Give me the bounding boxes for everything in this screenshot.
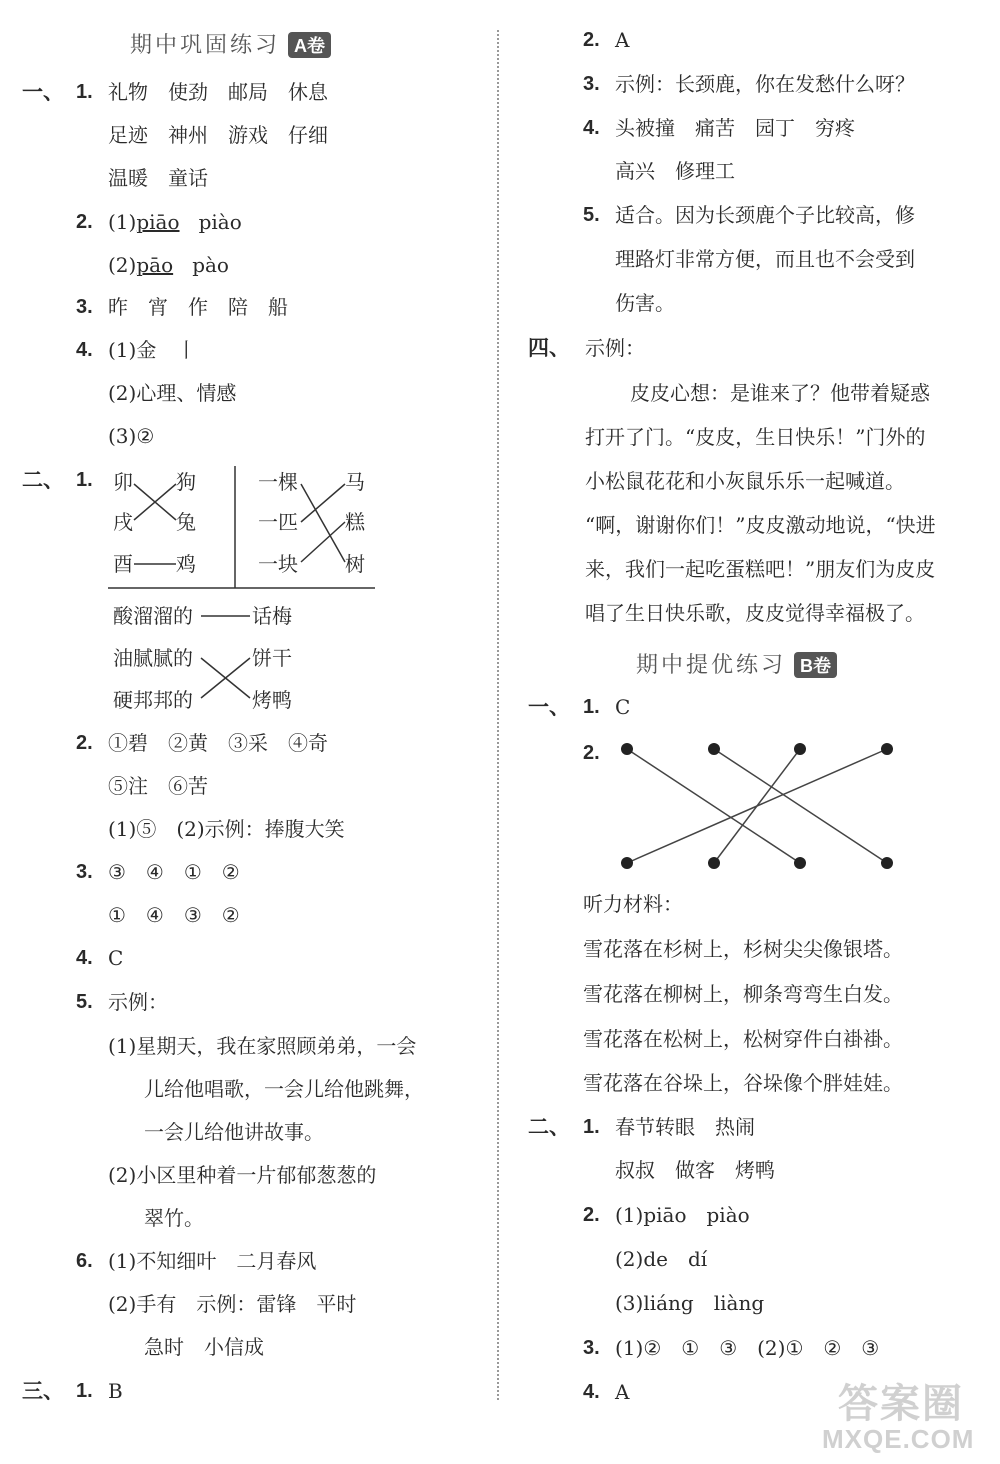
s4-line2: 打开了门。“皮皮，生日快乐！”门外的 — [585, 425, 926, 449]
q1-num: 1. — [76, 81, 93, 103]
b23-row: (1)② ① ③ (2)① ② ③ — [615, 1336, 880, 1360]
dot-top-2 — [708, 743, 720, 755]
section-3-label: 三、 — [22, 1378, 64, 1403]
dot-matching-figure — [600, 735, 910, 875]
title-b-text: 期中提优练习 — [636, 653, 787, 678]
r3-ans: 示例：长颈鹿，你在发愁什么呀？ — [615, 72, 915, 96]
match-left-l-0: 卯 — [113, 470, 133, 494]
p5-line4: (2)小区里种着一片郁郁葱葱的 — [108, 1163, 377, 1187]
p2-row3: (1)⑤ (2)示例：捧腹大笑 — [108, 817, 345, 841]
b-section-1-label: 一、 — [528, 694, 570, 719]
p6-num: 6. — [76, 1250, 93, 1272]
s3-ans: B — [108, 1379, 123, 1403]
r5-line2: 理路灯非常方便，而且也不会受到 — [615, 247, 915, 271]
dot-top-4 — [881, 743, 893, 755]
p5-head: 示例： — [108, 990, 168, 1014]
match-line — [301, 484, 345, 522]
listen-line2: 雪花落在柳树上，柳条弯弯生白发。 — [583, 982, 903, 1006]
match-b-l-2: 硬邦邦的 — [113, 688, 193, 712]
q4-num: 4. — [76, 339, 93, 361]
r4-row1: 头被撞 痛苦 园丁 穷疼 — [615, 116, 855, 140]
p2-row2: ⑤注 ⑥苦 — [108, 774, 208, 798]
listen-line3: 雪花落在松树上，松树穿件白褂褂。 — [583, 1027, 903, 1051]
watermark-logo: 答案圈 — [838, 1382, 964, 1426]
p5-line2: 儿给他唱歌，一会儿给他跳舞， — [144, 1077, 424, 1101]
badge-a: A卷 — [288, 32, 331, 58]
q2-row2-prefix: (2) — [108, 253, 137, 277]
section-4-label: 四、 — [528, 335, 570, 360]
match-left-r-1: 兔 — [176, 510, 196, 534]
dot-line — [714, 749, 887, 863]
match-right-r-2: 树 — [345, 552, 365, 576]
match-right-r-0: 马 — [345, 470, 365, 494]
s4-line4: “啊，谢谢你们！”皮皮激动地说，“快进 — [585, 513, 936, 537]
b2-num: 2. — [583, 742, 600, 764]
title-a-text: 期中巩固练习 — [130, 33, 281, 58]
s4-line1: 皮皮心想：是谁来了？他带着疑惑 — [630, 381, 930, 405]
q3-num: 3. — [76, 296, 93, 318]
r3-num: 3. — [583, 73, 600, 95]
section-2-label: 二、 — [22, 467, 64, 492]
q4-row2: (2)心理、情感 — [108, 381, 237, 405]
q2-row1-underlined: piāo — [136, 210, 180, 234]
q3-row: 昨 宵 作 陪 船 — [108, 295, 288, 319]
b23-num: 3. — [583, 1337, 600, 1359]
b1-ans: C — [615, 695, 631, 719]
b1-num: 1. — [583, 696, 600, 718]
dot-bottom-4 — [881, 857, 893, 869]
match-left-l-2: 酉 — [113, 552, 133, 576]
p4-ans: C — [108, 946, 124, 970]
q1-row2: 足迹 神州 游戏 仔细 — [108, 123, 328, 147]
match-right-l-2: 一块 — [258, 552, 298, 576]
dot-bottom-2 — [708, 857, 720, 869]
match-b-r-1: 饼干 — [252, 646, 292, 670]
section-1-label: 一、 — [22, 79, 64, 104]
dot-bottom-1 — [621, 857, 633, 869]
badge-b: B卷 — [794, 652, 837, 678]
match-line — [301, 522, 345, 562]
b22-row2: (2)de dí — [615, 1247, 708, 1271]
r4-num: 4. — [583, 117, 600, 139]
p3-row2: ① ④ ③ ② — [108, 903, 240, 927]
match-left-r-0: 狗 — [176, 470, 196, 494]
watermark-url: MXQE.COM — [822, 1424, 975, 1454]
match-lines — [0, 0, 500, 720]
q2-row1-alt: piào — [198, 210, 242, 234]
p3-num: 3. — [76, 861, 93, 883]
p2-num: 2. — [76, 732, 93, 754]
p2-row1: ①碧 ②黄 ③采 ④奇 — [108, 731, 328, 755]
listen-head: 听力材料： — [583, 892, 683, 916]
s4-line5: 来，我们一起吃蛋糕吧！”朋友们为皮皮 — [585, 557, 936, 581]
b22-row1: (1)piāo piào — [615, 1203, 750, 1227]
q1-row3: 温暖 童话 — [108, 166, 208, 190]
r5-line1: 适合。因为长颈鹿个子比较高，修 — [615, 203, 915, 227]
p5-line3: 一会儿给他讲故事。 — [144, 1120, 324, 1144]
p3-row1: ③ ④ ① ② — [108, 860, 240, 884]
dot-top-1 — [621, 743, 633, 755]
match-b-r-0: 话梅 — [252, 604, 292, 628]
r2-ans: A — [615, 28, 630, 52]
b24-num: 4. — [583, 1381, 600, 1403]
q2-row2-underlined: pāo — [136, 253, 174, 277]
dot-top-3 — [794, 743, 806, 755]
p4-num: 4. — [76, 947, 93, 969]
q4-row3: (3)② — [108, 424, 155, 448]
match-line — [301, 484, 345, 562]
p5-line1: (1)星期天，我在家照顾弟弟，一会 — [108, 1034, 417, 1058]
q2-row1-prefix: (1) — [108, 210, 137, 234]
r2-num: 2. — [583, 29, 600, 51]
q2-num: 2. — [76, 211, 93, 233]
match-right-l-1: 一匹 — [258, 510, 298, 534]
b22-num: 2. — [583, 1204, 600, 1226]
s4-line6: 唱了生日快乐歌，皮皮觉得幸福极了。 — [585, 601, 925, 625]
b2s-row2: 叔叔 做客 烤鸭 — [615, 1158, 775, 1182]
r4-row2: 高兴 修理工 — [615, 159, 735, 183]
b24-ans: A — [615, 1380, 630, 1404]
s4-line3: 小松鼠花花和小灰鼠乐乐一起喊道。 — [585, 469, 905, 493]
match-num: 1. — [76, 469, 93, 491]
dot-bottom-3 — [794, 857, 806, 869]
match-left-l-1: 戌 — [113, 510, 133, 534]
s4-head: 示例： — [585, 336, 645, 360]
q4-row1: (1)金 丨 — [108, 338, 197, 362]
p6-line3: 急时 小信成 — [144, 1335, 264, 1359]
q2-row2-alt: pào — [192, 253, 229, 277]
b22-row3: (3)liáng liàng — [615, 1291, 765, 1315]
p5-line5: 翠竹。 — [144, 1206, 204, 1230]
p6-line2: (2)手有 示例：雷锋 平时 — [108, 1292, 357, 1316]
dot-line — [627, 749, 800, 863]
r5-num: 5. — [583, 204, 600, 226]
b2s-row1: 春节转眼 热闹 — [615, 1115, 755, 1139]
s3-num: 1. — [76, 1380, 93, 1402]
q1-row1: 礼物 使劲 邮局 休息 — [108, 80, 328, 104]
listen-line1: 雪花落在杉树上，杉树尖尖像银塔。 — [583, 937, 903, 961]
p6-line1: (1)不知细叶 二月春风 — [108, 1249, 317, 1273]
dot-line — [627, 749, 887, 863]
match-left-r-2: 鸡 — [176, 552, 196, 576]
match-b-r-2: 烤鸭 — [252, 688, 292, 712]
b-section-2-label: 二、 — [528, 1114, 570, 1139]
b2s-num: 1. — [583, 1116, 600, 1138]
listen-line4: 雪花落在谷垛上，谷垛像个胖娃娃。 — [583, 1071, 903, 1095]
match-right-r-1: 糕 — [345, 510, 365, 534]
p5-num: 5. — [76, 991, 93, 1013]
match-b-l-1: 油腻腻的 — [113, 646, 193, 670]
r5-line3: 伤害。 — [615, 291, 675, 315]
section-title-b — [636, 648, 837, 679]
match-b-l-0: 酸溜溜的 — [113, 604, 193, 628]
match-right-l-0: 一棵 — [258, 470, 298, 494]
